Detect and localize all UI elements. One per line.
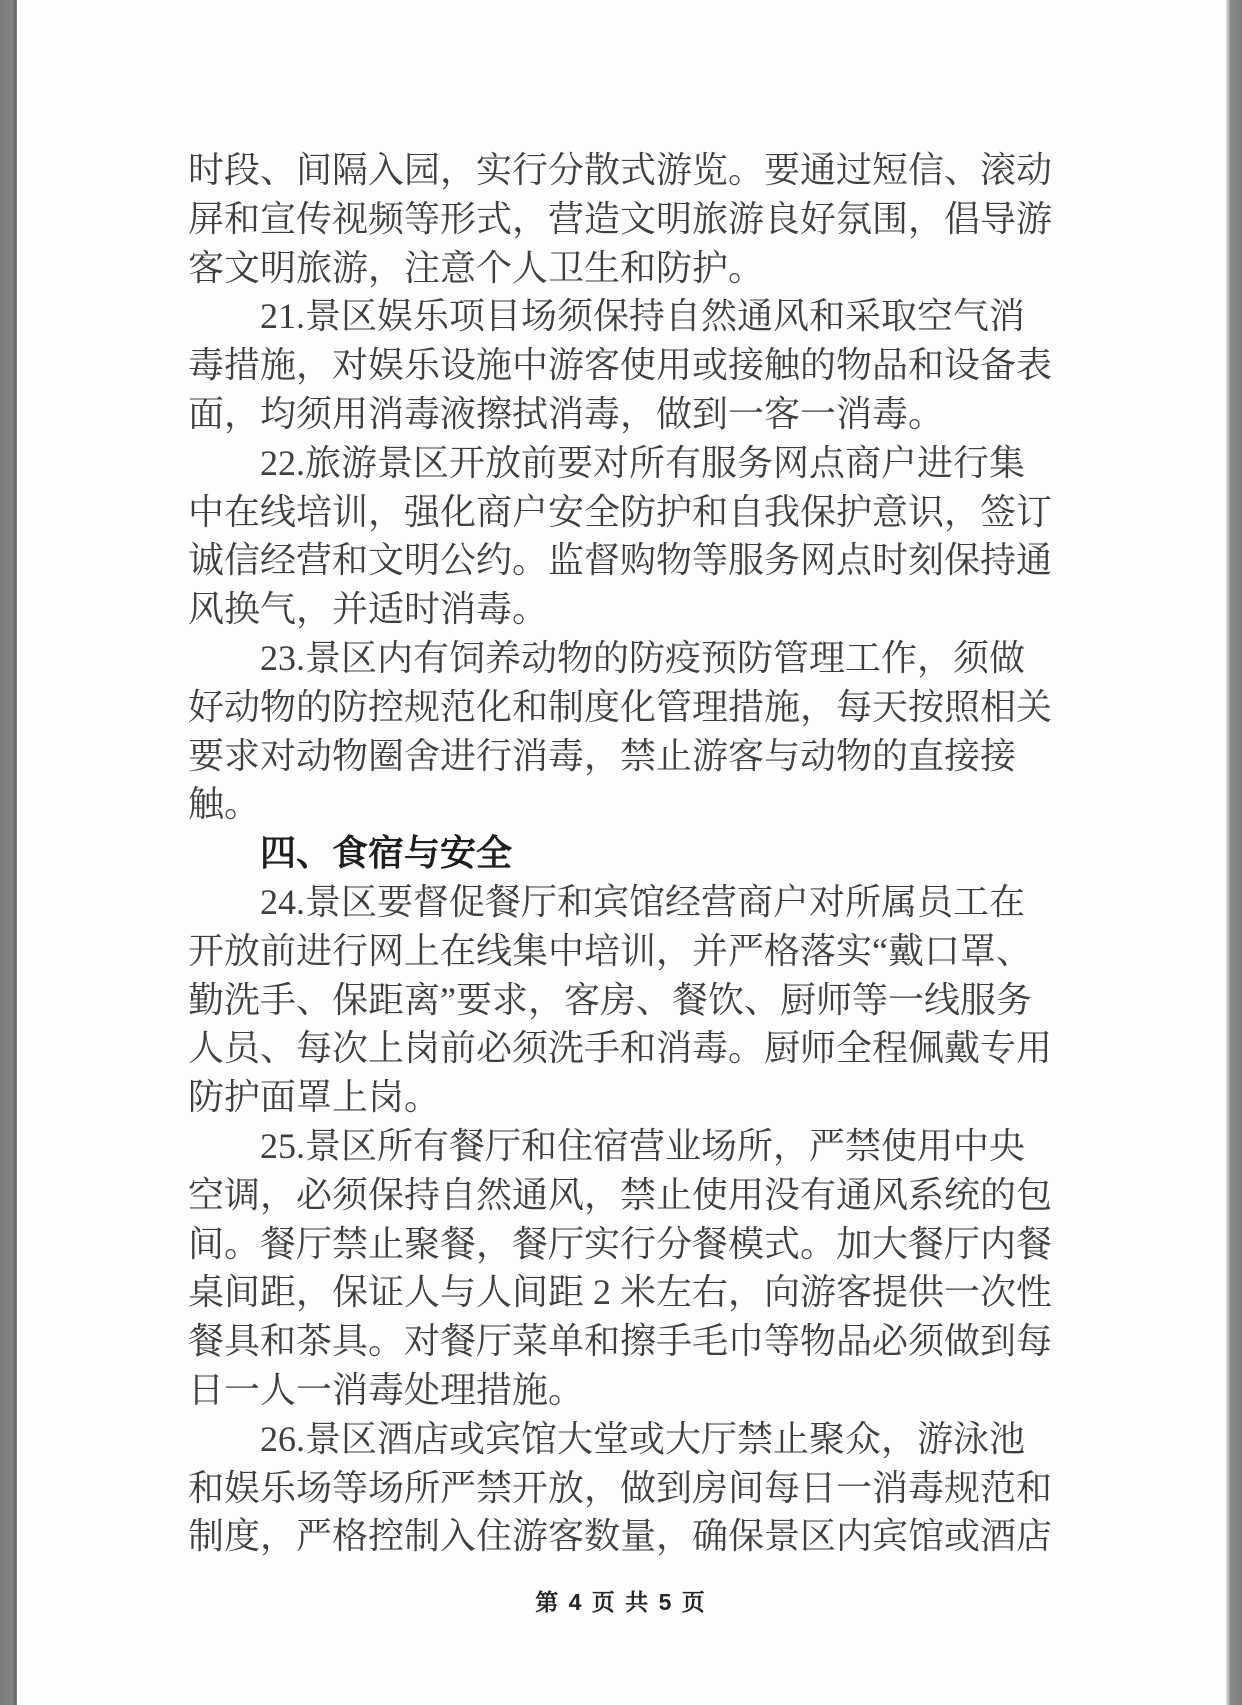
text-line: 餐具和茶具。对餐厅菜单和擦手毛巾等物品必须做到每 — [188, 1321, 1053, 1362]
right-edge-strip — [1226, 0, 1242, 1705]
text-line: 屏和宣传视频等形式，营造文明旅游良好氛围，倡导游 — [188, 198, 1053, 239]
text-line: 风换气，并适时消毒。 — [188, 589, 549, 630]
text-line: 好动物的防控规范化和制度化管理措施，每天按照相关 — [188, 686, 1053, 727]
text-line: 诚信经营和文明公约。监督购物等服务网点时刻保持通 — [188, 540, 1053, 581]
left-edge-strip — [0, 0, 17, 1705]
text-line: 空调，必须保持自然通风，禁止使用没有通风系统的包 — [188, 1174, 1053, 1215]
text-line: 和娱乐场等场所严禁开放，做到房间每日一消毒规范和 — [188, 1467, 1053, 1508]
text-line: 时段、间隔入园，实行分散式游览。要通过短信、滚动 — [188, 150, 1053, 190]
text-line: 26.景区酒店或宾馆大堂或大厅禁止聚众，游泳池 — [188, 1418, 1026, 1459]
text-line: 21.景区娱乐项目场须保持自然通风和采取空气消 — [188, 296, 1026, 337]
text-line: 客文明旅游，注意个人卫生和防护。 — [188, 247, 765, 288]
text-line: 间。餐厅禁止聚餐，餐厅实行分餐模式。加大餐厅内餐 — [188, 1223, 1053, 1264]
text-line: 制度，严格控制入住游客数量，确保景区内宾馆或酒店 — [188, 1516, 1053, 1557]
text-line: 防护面罩上岗。 — [188, 1077, 441, 1118]
text-line: 开放前进行网上在线集中培训，并严格落实“戴口罩、 — [188, 930, 1032, 971]
text-line: 日一人一消毒处理措施。 — [188, 1369, 585, 1410]
text-line: 桌间距，保证人与人间距 2 米左右，向游客提供一次性 — [188, 1272, 1053, 1313]
text-line: 勤洗手、保距离”要求，客房、餐饮、厨师等一线服务 — [188, 979, 1032, 1020]
text-line: 25.景区所有餐厅和住宿营业场所，严禁使用中央 — [188, 1125, 1026, 1166]
text-line: 中在线培训，强化商户安全防护和自我保护意识，签订 — [188, 491, 1053, 532]
document-content — [188, 146, 1068, 1561]
section-heading: 四、食宿与安全 — [188, 833, 513, 874]
text-line: 要求对动物圈舍进行消毒，禁止游客与动物的直接接 — [188, 735, 1017, 776]
page-footer: 第 4 页 共 5 页 — [535, 1589, 707, 1615]
text-line: 22.旅游景区开放前要对所有服务网点商户进行集 — [188, 442, 1026, 483]
text-line: 23.景区内有饲养动物的防疫预防管理工作，须做 — [188, 637, 1026, 678]
text-line: 面，均须用消毒液擦拭消毒，做到一客一消毒。 — [188, 393, 945, 434]
text-line: 人员、每次上岗前必须洗手和消毒。厨师全程佩戴专用 — [188, 1028, 1053, 1069]
text-line: 触。 — [188, 784, 261, 825]
text-line: 24.景区要督促餐厅和宾馆经营商户对所属员工在 — [188, 881, 1026, 922]
text-line: 毒措施，对娱乐设施中游客使用或接触的物品和设备表 — [188, 345, 1053, 386]
